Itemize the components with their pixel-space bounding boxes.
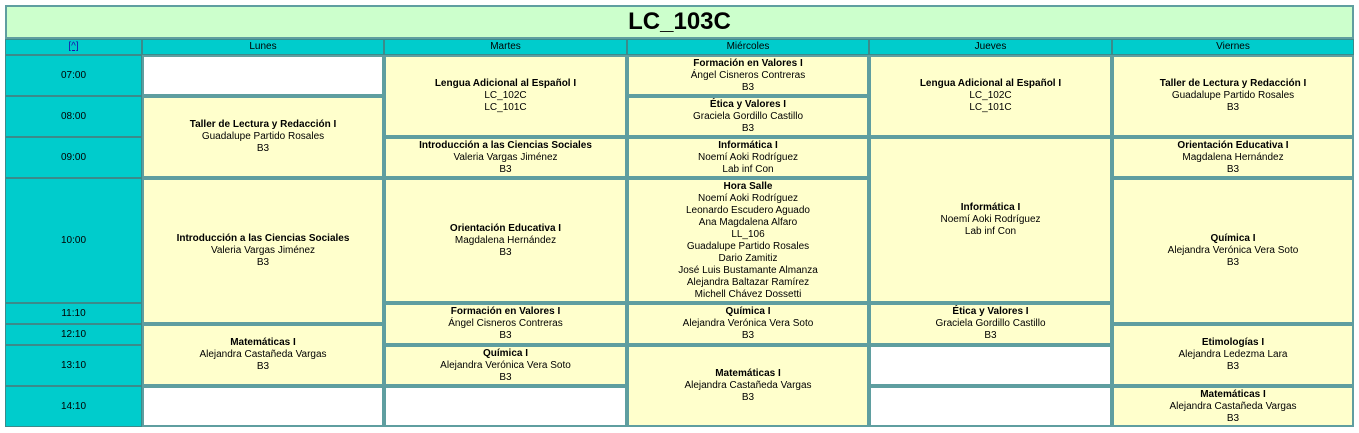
class-detail: LC_102C	[484, 90, 527, 101]
class-detail: Guadalupe Partido Rosales	[201, 131, 325, 142]
class-subject: Lengua Adicional al Español I	[919, 78, 1062, 89]
corner-cell	[5, 39, 142, 55]
class-subject: Introducción a las Ciencias Sociales	[419, 139, 592, 151]
class-subject: Formación en Valores I	[693, 57, 803, 69]
class-detail: Lab inf Con	[722, 163, 774, 175]
class-detail: Dario Zamitiz	[718, 252, 778, 264]
empty-slot	[142, 386, 384, 427]
class-detail: B3	[1226, 257, 1240, 268]
class-detail: Guadalupe Partido Rosales	[686, 240, 810, 252]
class-detail: Guadalupe Partido Rosales	[1171, 90, 1295, 101]
class-detail: B3	[741, 392, 755, 403]
class-detail: Magdalena Hernández	[1182, 151, 1284, 163]
class-detail: B3	[256, 361, 270, 372]
class-detail: Alejandra Castañeda Vargas	[199, 349, 327, 360]
class-block-formacion-en-valores-i	[384, 303, 627, 345]
class-detail: Lab inf Con	[964, 226, 1017, 237]
class-detail: José Luis Bustamante Almanza	[678, 264, 818, 276]
class-subject: Matemáticas I	[230, 337, 296, 348]
class-block-informatica-i	[627, 137, 869, 178]
class-detail: B3	[1226, 163, 1240, 175]
class-detail: LC_101C	[484, 102, 527, 113]
class-subject: Ética y Valores I	[709, 98, 787, 110]
class-detail: Noemí Aoki Rodríguez	[697, 151, 799, 163]
class-subject: Química I	[482, 347, 528, 359]
day-header-jueves: Jueves	[869, 39, 1112, 55]
time-slot-1410: 14:10	[5, 386, 142, 427]
class-detail: Ana Magdalena Alfaro	[698, 216, 798, 228]
class-subject: Orientación Educativa I	[449, 222, 562, 234]
class-block-matematicas-i	[1112, 386, 1354, 427]
class-subject: Taller de Lectura y Redacción I	[189, 119, 337, 130]
class-block-quimica-i	[627, 303, 869, 345]
page-title: LC_103C	[5, 5, 1354, 39]
class-detail: Noemí Aoki Rodríguez	[940, 214, 1041, 225]
class-detail: B3	[499, 246, 512, 258]
class-subject: Formación en Valores I	[450, 306, 561, 317]
empty-slot	[384, 386, 627, 427]
class-block-formacion-en-valores-i	[627, 55, 869, 96]
empty-slot	[869, 345, 1112, 386]
class-subject: Etimologías I	[1201, 337, 1265, 348]
class-detail: Alejandra Castañeda Vargas	[684, 380, 812, 391]
class-subject: Introducción a las Ciencias Sociales	[176, 233, 350, 244]
class-detail: LC_102C	[969, 90, 1012, 101]
class-block-orientacion-educativa-i	[1112, 137, 1354, 178]
class-subject: Matemáticas I	[715, 368, 781, 379]
class-detail: Alejandra Verónica Vera Soto	[682, 318, 814, 329]
class-block-quimica-i	[1112, 178, 1354, 324]
class-detail: Alejandra Verónica Vera Soto	[440, 359, 571, 371]
class-detail: B3	[1226, 412, 1240, 424]
class-detail: Noemí Aoki Rodríguez	[697, 192, 799, 204]
class-detail: LL_106	[731, 228, 765, 240]
class-subject: Taller de Lectura y Redacción I	[1159, 78, 1307, 89]
time-slot-0900: 09:00	[5, 137, 142, 178]
back-to-top-link[interactable]: [^]	[68, 41, 79, 52]
class-detail: LC_101C	[969, 102, 1012, 113]
empty-slot	[142, 55, 384, 96]
class-block-etica-y-valores-i	[869, 303, 1112, 345]
class-detail: Ángel Cisneros Contreras	[448, 318, 563, 329]
time-slot-1210: 12:10	[5, 324, 142, 345]
class-detail: Valeria Vargas Jiménez	[210, 245, 316, 256]
class-detail: B3	[256, 257, 270, 268]
class-block-quimica-i	[384, 345, 627, 386]
class-block-lengua-adicional-al-espanol-i	[869, 55, 1112, 137]
class-block-informatica-i	[869, 137, 1112, 303]
class-detail: Alejandra Castañeda Vargas	[1169, 400, 1297, 412]
class-block-etimologias-i	[1112, 324, 1354, 386]
class-detail: Leonardo Escudero Aguado	[686, 204, 810, 216]
day-header-viernes: Viernes	[1112, 39, 1354, 55]
class-detail: B3	[984, 330, 997, 341]
class-detail: Graciela Gordillo Castillo	[692, 110, 804, 122]
day-header-lunes: Lunes	[142, 39, 384, 55]
day-header-martes: Martes	[384, 39, 627, 55]
class-subject: Química I	[725, 306, 771, 317]
class-block-introduccion-a-las-ciencias-sociales	[142, 178, 384, 324]
class-subject: Informática I	[718, 139, 778, 151]
day-header-miercoles: Miércoles	[627, 39, 869, 55]
class-block-hora-salle	[627, 178, 869, 303]
class-detail: B3	[741, 81, 755, 93]
class-block-taller-de-lectura-y-redaccion-i	[142, 96, 384, 178]
class-detail: B3	[741, 330, 755, 341]
class-subject: Matemáticas I	[1200, 388, 1266, 400]
class-detail: B3	[1226, 361, 1240, 372]
class-detail: Graciela Gordillo Castillo	[935, 318, 1046, 329]
class-detail: B3	[256, 143, 270, 154]
class-detail: Magdalena Hernández	[454, 234, 557, 246]
time-slot-1110: 11:10	[5, 303, 142, 324]
class-detail: B3	[1226, 102, 1240, 113]
class-subject: Hora Salle	[723, 180, 773, 192]
class-detail: Valeria Vargas Jiménez	[453, 151, 558, 163]
class-block-orientacion-educativa-i	[384, 178, 627, 303]
time-slot-0800: 08:00	[5, 96, 142, 137]
class-detail: Alejandra Baltazar Ramírez	[686, 276, 810, 288]
time-slot-0700: 07:00	[5, 55, 142, 96]
class-subject: Química I	[1210, 233, 1256, 244]
class-subject: Orientación Educativa I	[1177, 139, 1289, 151]
class-detail: Alejandra Ledezma Lara	[1178, 349, 1288, 360]
time-slot-1310: 13:10	[5, 345, 142, 386]
class-block-introduccion-a-las-ciencias-sociales	[384, 137, 627, 178]
class-detail: B3	[499, 163, 512, 175]
class-detail: Michell Chávez Dossetti	[694, 288, 802, 300]
class-block-matematicas-i	[627, 345, 869, 427]
class-block-taller-de-lectura-y-redaccion-i	[1112, 55, 1354, 137]
class-detail: Alejandra Verónica Vera Soto	[1167, 245, 1299, 256]
time-slot-1000: 10:00	[5, 178, 142, 303]
class-subject: Informática I	[960, 202, 1021, 213]
class-block-lengua-adicional-al-espanol-i	[384, 55, 627, 137]
class-detail: B3	[499, 371, 512, 383]
empty-slot	[869, 386, 1112, 427]
class-subject: Ética y Valores I	[952, 306, 1029, 317]
class-detail: Ángel Cisneros Contreras	[690, 69, 806, 81]
class-subject: Lengua Adicional al Español I	[434, 78, 577, 89]
class-block-etica-y-valores-i	[627, 96, 869, 137]
class-detail: B3	[499, 330, 512, 341]
class-block-matematicas-i	[142, 324, 384, 386]
class-detail: B3	[741, 122, 755, 134]
